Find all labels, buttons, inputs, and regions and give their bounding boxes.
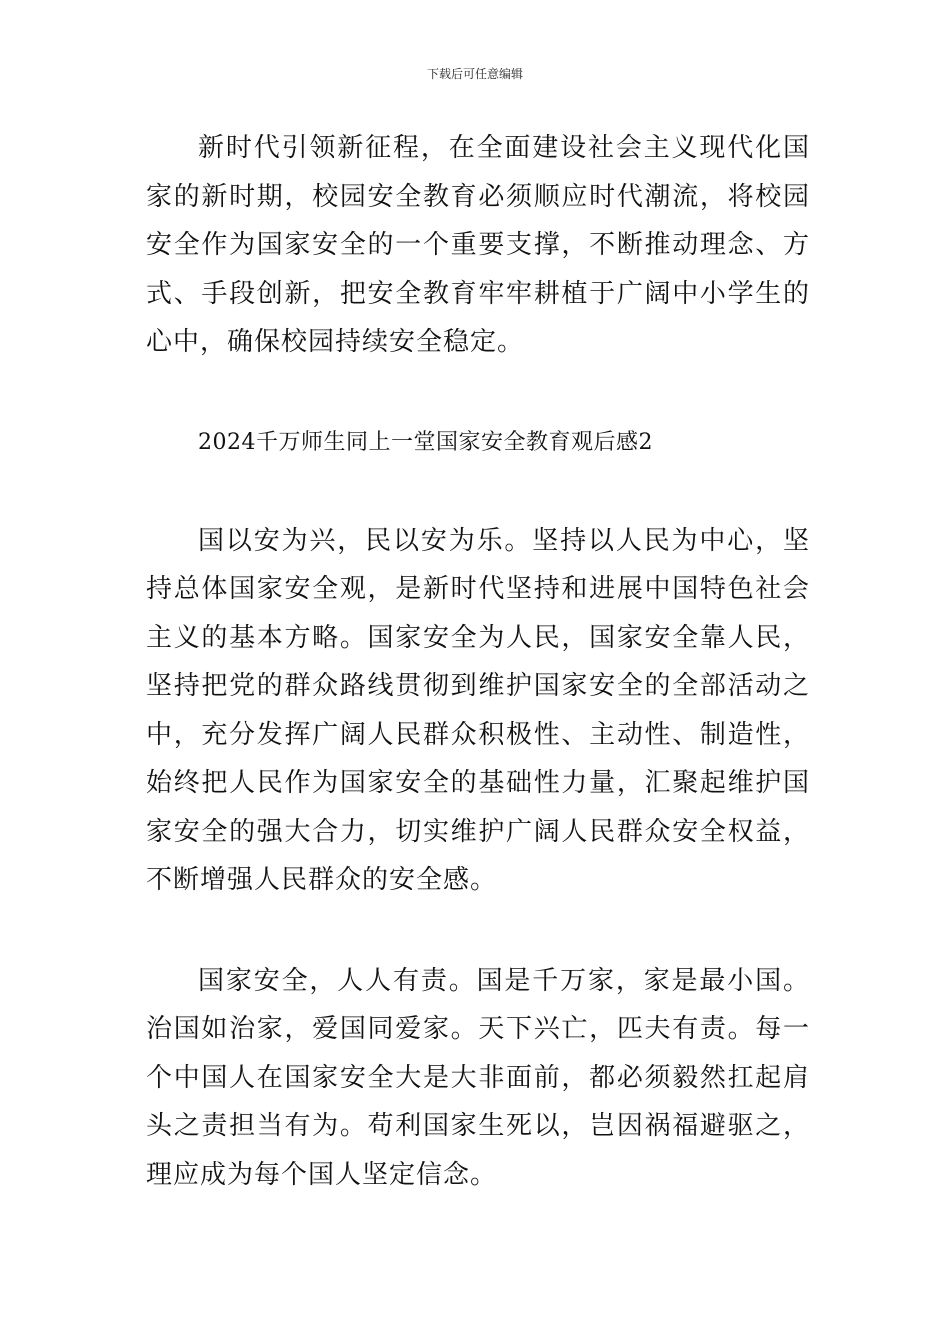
paragraph-2: 国以安为兴，民以安为乐。坚持以人民为中心，坚持总体国家安全观，是新时代坚持和进展中国特色社会主义的基本方略。国家安全为人民，国家安全靠人民，坚持把党的群众路线贯彻到维护国家安全的全部活动之中，充分发挥广阔人民群众积极性、主动性、制造性，始终把人民作为国家安全的基础性力量，汇聚起维护国家安全的强大合力，切实维护广阔人民群众安全权益，不断增强人民群众的安全感。 (146, 525, 810, 895)
paragraph-gap (146, 467, 810, 517)
download-note: 下载后可任意编辑 (426, 67, 523, 81)
section-heading: 2024千万师生同上一堂国家安全教育观后感2 (198, 429, 653, 455)
paragraph-gap (146, 905, 810, 957)
paragraph-1: 新时代引领新征程，在全面建设社会主义现代化国家的新时期，校园安全教育必须顺应时代潮流，将校园安全作为国家安全的一个重要支撑，不断推动理念、方式、手段创新，把安全教育牢牢耕植于广阔中小学生的心中，确保校园持续安全稳定。 (146, 133, 810, 357)
paragraph-gap (146, 367, 810, 419)
document-body (146, 124, 810, 1199)
paragraph-3: 国家安全，人人有责。国是千万家，家是最小国。治国如治家，爱国同爱家。天下兴亡，匹夫有责。每一个中国人在国家安全大是大非面前，都必须毅然扛起肩头之责担当有为。苟利国家生死以，岂因祸福避驱之，理应成为每个国人坚定信念。 (146, 965, 810, 1190)
